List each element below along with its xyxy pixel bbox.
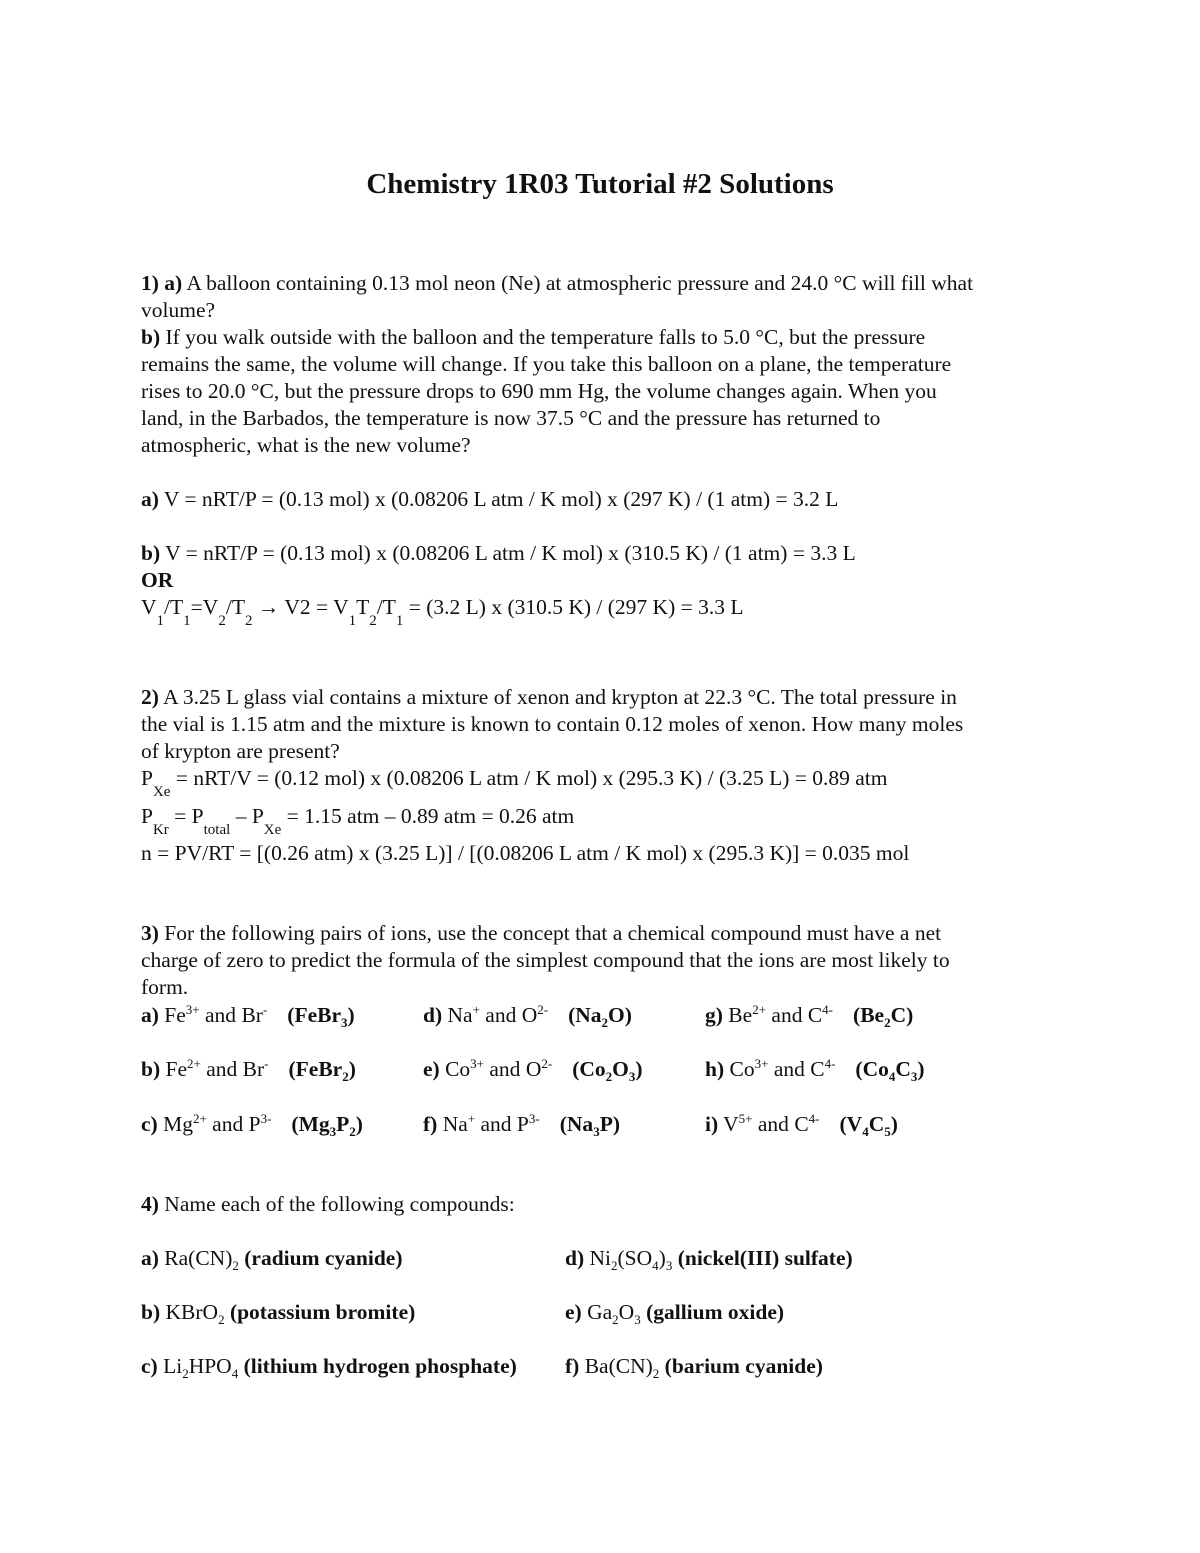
eq-t2: T: [231, 595, 245, 619]
item-label: f): [565, 1354, 580, 1378]
q2-answer-text-1: = nRT/V = (0.12 mol) x (0.08206 L atm / K mol) x (295.3 K) / (3.25 L) = 0.89 atm: [170, 766, 888, 790]
ion-charge: 3+: [754, 1056, 769, 1071]
and-word: and: [479, 1003, 522, 1027]
q2-number: 2): [141, 685, 159, 709]
compound-formula: [587, 1300, 641, 1327]
eq-sub: 2: [369, 613, 377, 629]
q4-text: Name each of the following compounds:: [164, 1192, 515, 1216]
and-word: and: [475, 1112, 517, 1136]
and-word: and: [200, 1057, 243, 1081]
item-label: b): [141, 1300, 161, 1324]
element-symbol: C: [895, 1057, 911, 1081]
q2-answer-line-1: [141, 765, 888, 800]
q1-combined-gas-equation: [141, 594, 744, 629]
element-symbol: C: [890, 1003, 907, 1027]
item-label: d): [423, 1003, 443, 1027]
formula-answer: (FeBr$_2$): [288, 1057, 356, 1084]
ion-symbol: C: [794, 1112, 809, 1136]
q1-b-line-4: land, in the Barbados, the temperature is now 37.5 °C and the pressure has returned to: [141, 406, 881, 430]
eq-sub: 1: [395, 613, 404, 629]
ion-symbol: C: [810, 1057, 825, 1081]
total-subscript: total: [203, 822, 231, 838]
element-symbol: Be: [860, 1003, 885, 1027]
formula-subscript: 2: [611, 1258, 618, 1273]
formula-subscript: 2: [182, 1366, 189, 1381]
formula-subscript: 2: [232, 1258, 239, 1273]
formula-answer: $(V_4C_5)$: [839, 1112, 898, 1139]
p-symbol: P: [141, 804, 153, 828]
eq-v1: V: [141, 595, 157, 619]
q1-answer-b-text: V = nRT/P = (0.13 mol) x (0.08206 L atm / K mol) x (310.5 K) / (1 atm) = 3.3 L: [165, 541, 856, 565]
element-symbol: Fe: [295, 1057, 319, 1081]
q3-line-2: charge of zero to predict the formula of the simplest compound that the ions are most likely to: [141, 948, 950, 972]
ion-symbol: P: [516, 1112, 529, 1136]
formula-part: Li: [163, 1354, 183, 1378]
ion-charge: -: [262, 1002, 268, 1017]
q1-answer-b-label: b): [141, 541, 161, 565]
eq-v2: V: [202, 595, 219, 619]
ion-charge: 2-: [541, 1056, 553, 1071]
q1-a-text: A balloon containing 0.13 mol neon (Ne) at atmospheric pressure and 24.0 °C will fill what: [186, 271, 974, 295]
ion-pair-h: [705, 1056, 925, 1083]
q2-line-3: of krypton are present?: [141, 739, 340, 763]
ion-symbol: Mg: [163, 1112, 193, 1136]
p-symbol: P: [141, 766, 153, 790]
compound-name: (potassium bromite): [229, 1300, 416, 1324]
eq-sub: 2: [218, 613, 226, 629]
q1-b-line-1: [141, 324, 925, 351]
ion-symbol: Fe: [164, 1003, 186, 1027]
formula-answer: (FeBr$_3$): [287, 1003, 355, 1030]
ion-charge: +: [467, 1111, 476, 1126]
ion-charge: 3-: [260, 1111, 272, 1126]
formula-subscript: 2: [652, 1366, 660, 1381]
item-label: f): [423, 1112, 438, 1136]
eq-slash: /: [164, 595, 171, 619]
element-symbol: Mg: [298, 1112, 330, 1136]
formula-part: Ni: [589, 1246, 611, 1270]
q1-or: OR: [141, 568, 174, 592]
eq-slash: /: [376, 595, 383, 619]
element-symbol: Co: [579, 1057, 606, 1081]
element-symbol: Br: [317, 1003, 342, 1027]
and-word: and: [768, 1057, 811, 1081]
compound-b: [141, 1299, 415, 1326]
element-symbol: Na: [575, 1003, 602, 1027]
q1-a-line-2: volume?: [141, 298, 216, 322]
item-label: e): [423, 1057, 440, 1081]
compound-formula: [164, 1246, 239, 1273]
ion-pair-f: [423, 1111, 620, 1138]
element-symbol: Co: [862, 1057, 889, 1081]
ion-charge: 2-: [537, 1002, 549, 1017]
q1-number: 1): [141, 271, 159, 295]
formula-subscript: 3: [665, 1258, 673, 1273]
compound-name: (radium cyanide): [244, 1246, 403, 1270]
eq-arrow: → V2 =: [252, 595, 334, 619]
formula-subscript: 2: [612, 1312, 619, 1327]
q1-answer-a-label: a): [141, 487, 159, 511]
element-subscript: 5: [884, 1124, 891, 1139]
item-label: i): [705, 1112, 719, 1136]
q4-line: [141, 1191, 515, 1218]
ion-symbol: O: [521, 1003, 538, 1027]
ion-symbol: V: [723, 1112, 739, 1136]
formula-subscript: 4: [652, 1258, 659, 1273]
ion-symbol: Na: [447, 1003, 473, 1027]
compound-formula: [589, 1246, 673, 1273]
item-label: d): [565, 1246, 585, 1270]
item-label: a): [141, 1003, 159, 1027]
q3-line-3: form.: [141, 975, 189, 999]
ion-symbol: C: [807, 1003, 823, 1027]
ion-charge: 2+: [187, 1056, 201, 1071]
eq-sub: 1: [156, 613, 165, 629]
q1-a-label: a): [164, 271, 183, 295]
q1-answer-b: [141, 540, 856, 567]
q2-minus-p: – P: [230, 804, 264, 828]
element-subscript: 3: [910, 1069, 918, 1084]
ion-pair-a: [141, 1002, 355, 1029]
element-subscript: 3: [628, 1069, 636, 1084]
ion-symbol: Br: [242, 1057, 265, 1081]
ion-symbol: Be: [728, 1003, 753, 1027]
formula-answer: $(Co_4C_3)$: [855, 1057, 925, 1084]
item-label: c): [141, 1112, 158, 1136]
compound-name: (gallium oxide): [646, 1300, 785, 1324]
ion-symbol: Co: [729, 1057, 755, 1081]
compound-f: [565, 1353, 823, 1380]
element-subscript: 2: [349, 1124, 356, 1139]
ion-symbol: O: [525, 1057, 542, 1081]
formula-subscript: 2: [218, 1312, 225, 1327]
ion-pair-c: [141, 1111, 363, 1138]
eq-v1: V: [333, 595, 349, 619]
ion-charge: 2+: [192, 1111, 207, 1126]
ion-pair-e: [423, 1056, 643, 1083]
q3-text: For the following pairs of ions, use the concept that a chemical compound must have a net: [164, 921, 942, 945]
element-symbol: Fe: [294, 1003, 318, 1027]
compound-d: [565, 1245, 853, 1272]
q2-answer-line-3: n = PV/RT = [(0.26 atm) x (3.25 L)] / [(0.08206 L atm / K mol) x (295.3 K)] = 0.035 mol: [141, 841, 910, 865]
formula-part: KBrO: [165, 1300, 219, 1324]
element-symbol: P: [336, 1112, 350, 1136]
q2-answer-text-2: = 1.15 atm – 0.89 atm = 0.26 atm: [281, 804, 575, 828]
element-subscript: 4: [888, 1069, 896, 1084]
formula-part: (SO: [617, 1246, 653, 1270]
q3-line-1: [141, 920, 941, 947]
element-symbol: P: [599, 1112, 613, 1136]
element-symbol: O: [612, 1057, 629, 1081]
item-label: c): [141, 1354, 158, 1378]
eq-t1: T: [170, 595, 184, 619]
ion-pair-g: [705, 1002, 913, 1029]
q3-number: 3): [141, 921, 159, 945]
element-symbol: Na: [566, 1112, 594, 1136]
formula-subscript: 3: [634, 1312, 641, 1327]
formula-answer: $(Mg_3P_2)$: [291, 1112, 363, 1139]
formula-part: Ba(CN): [584, 1354, 653, 1378]
formula-answer: $(Na_2O)$: [568, 1003, 632, 1030]
element-subscript: 4: [862, 1124, 869, 1139]
eq-tail: = (3.2 L) x (310.5 K) / (297 K) = 3.3 L: [403, 595, 744, 619]
formula-part: O: [618, 1300, 635, 1324]
compound-c: [141, 1353, 517, 1380]
eq-t1: T: [382, 595, 396, 619]
compound-formula: [163, 1354, 239, 1381]
element-symbol: Br: [318, 1057, 343, 1081]
compound-a: [141, 1245, 403, 1272]
element-symbol: C: [868, 1112, 885, 1136]
item-label: a): [141, 1246, 159, 1270]
element-subscript: 3: [341, 1015, 348, 1030]
item-label: h): [705, 1057, 725, 1081]
ion-symbol: Co: [445, 1057, 471, 1081]
element-subscript: 3: [329, 1124, 337, 1139]
and-word: and: [484, 1057, 526, 1081]
eq-t2: T: [356, 595, 370, 619]
ion-pair-i: [705, 1111, 898, 1138]
q2-text: A 3.25 L glass vial contains a mixture of xenon and krypton at 22.3 °C. The total pressure in: [163, 685, 957, 709]
formula-part: Ra(CN): [164, 1246, 233, 1270]
ion-charge: 5+: [738, 1111, 753, 1126]
q1-b-line-3: rises to 20.0 °C, but the pressure drops to 690 mm Hg, the volume changes again. When you: [141, 379, 937, 403]
formula-part: ): [658, 1246, 666, 1270]
and-word: and: [766, 1003, 808, 1027]
ion-charge: 4-: [822, 1002, 834, 1017]
q2-line-2: the vial is 1.15 atm and the mixture is known to contain 0.12 moles of xenon. How many moles: [141, 712, 964, 736]
kr-subscript: Kr: [152, 822, 169, 838]
element-subscript: 2: [601, 1015, 609, 1030]
q1-b-line-5: atmospheric, what is the new volume?: [141, 433, 471, 457]
element-subscript: 2: [884, 1015, 891, 1030]
ion-charge: 3+: [185, 1002, 200, 1017]
ion-charge: +: [472, 1002, 480, 1017]
compound-name: (nickel(III) sulfate): [677, 1246, 853, 1270]
q2-eq-p: = P: [168, 804, 204, 828]
and-word: and: [199, 1003, 242, 1027]
item-label: g): [705, 1003, 723, 1027]
ion-pair-b: [141, 1056, 356, 1083]
element-subscript: 2: [605, 1069, 613, 1084]
element-symbol: V: [846, 1112, 863, 1136]
and-word: and: [206, 1112, 249, 1136]
q1-answer-a-text: V = nRT/P = (0.13 mol) x (0.08206 L atm / K mol) x (297 K) / (1 atm) = 3.2 L: [163, 487, 839, 511]
q1-answer-a: [141, 486, 838, 513]
ion-charge: 4-: [824, 1056, 836, 1071]
q1-b-line-2: remains the same, the volume will change. If you take this balloon on a plane, the temperature: [141, 352, 952, 376]
eq-equals: =: [190, 595, 203, 619]
page-title: Chemistry 1R03 Tutorial #2 Solutions: [366, 168, 834, 200]
compound-name: (barium cyanide): [664, 1354, 823, 1378]
formula-answer: $(Be_2C)$: [853, 1003, 914, 1030]
ion-symbol: P: [248, 1112, 261, 1136]
formula-answer: $(Na_3P)$: [559, 1112, 620, 1139]
ion-symbol: Br: [241, 1003, 263, 1027]
element-subscript: 2: [342, 1069, 349, 1084]
eq-sub: 2: [244, 613, 253, 629]
q1-b-label: b): [141, 325, 161, 349]
element-subscript: 3: [593, 1124, 600, 1139]
q2-answer-line-2: [141, 803, 575, 838]
compound-e: [565, 1299, 784, 1326]
and-word: and: [752, 1112, 795, 1136]
formula-subscript: 4: [231, 1366, 239, 1381]
ion-charge: 3+: [470, 1056, 485, 1071]
compound-name: (lithium hydrogen phosphate): [243, 1354, 517, 1378]
formula-part: HPO: [188, 1354, 232, 1378]
q2-line-1: [141, 684, 957, 711]
ion-charge: 2+: [752, 1002, 767, 1017]
item-label: b): [141, 1057, 161, 1081]
formula-answer: $(Co_2O_3)$: [572, 1057, 643, 1084]
q4-number: 4): [141, 1192, 159, 1216]
xe-subscript: Xe: [152, 784, 171, 800]
ion-charge: 3-: [528, 1111, 540, 1126]
eq-sub: 1: [348, 613, 357, 629]
element-symbol: O: [608, 1003, 625, 1027]
eq-slash: /: [225, 595, 232, 619]
ion-charge: -: [264, 1056, 269, 1071]
item-label: e): [565, 1300, 582, 1324]
formula-part: Ga: [587, 1300, 613, 1324]
ion-symbol: Fe: [165, 1057, 187, 1081]
ion-symbol: Na: [442, 1112, 468, 1136]
q1-b-text: If you walk outside with the balloon and the temperature falls to 5.0 °C, but the pressure: [165, 325, 926, 349]
compound-formula: [584, 1354, 660, 1381]
ion-pair-d: [423, 1002, 632, 1029]
compound-formula: [165, 1300, 225, 1327]
ion-charge: 4-: [808, 1111, 820, 1126]
eq-sub: 1: [183, 613, 191, 629]
q1-a-line-1: [141, 270, 973, 297]
xe-subscript: Xe: [263, 822, 282, 838]
